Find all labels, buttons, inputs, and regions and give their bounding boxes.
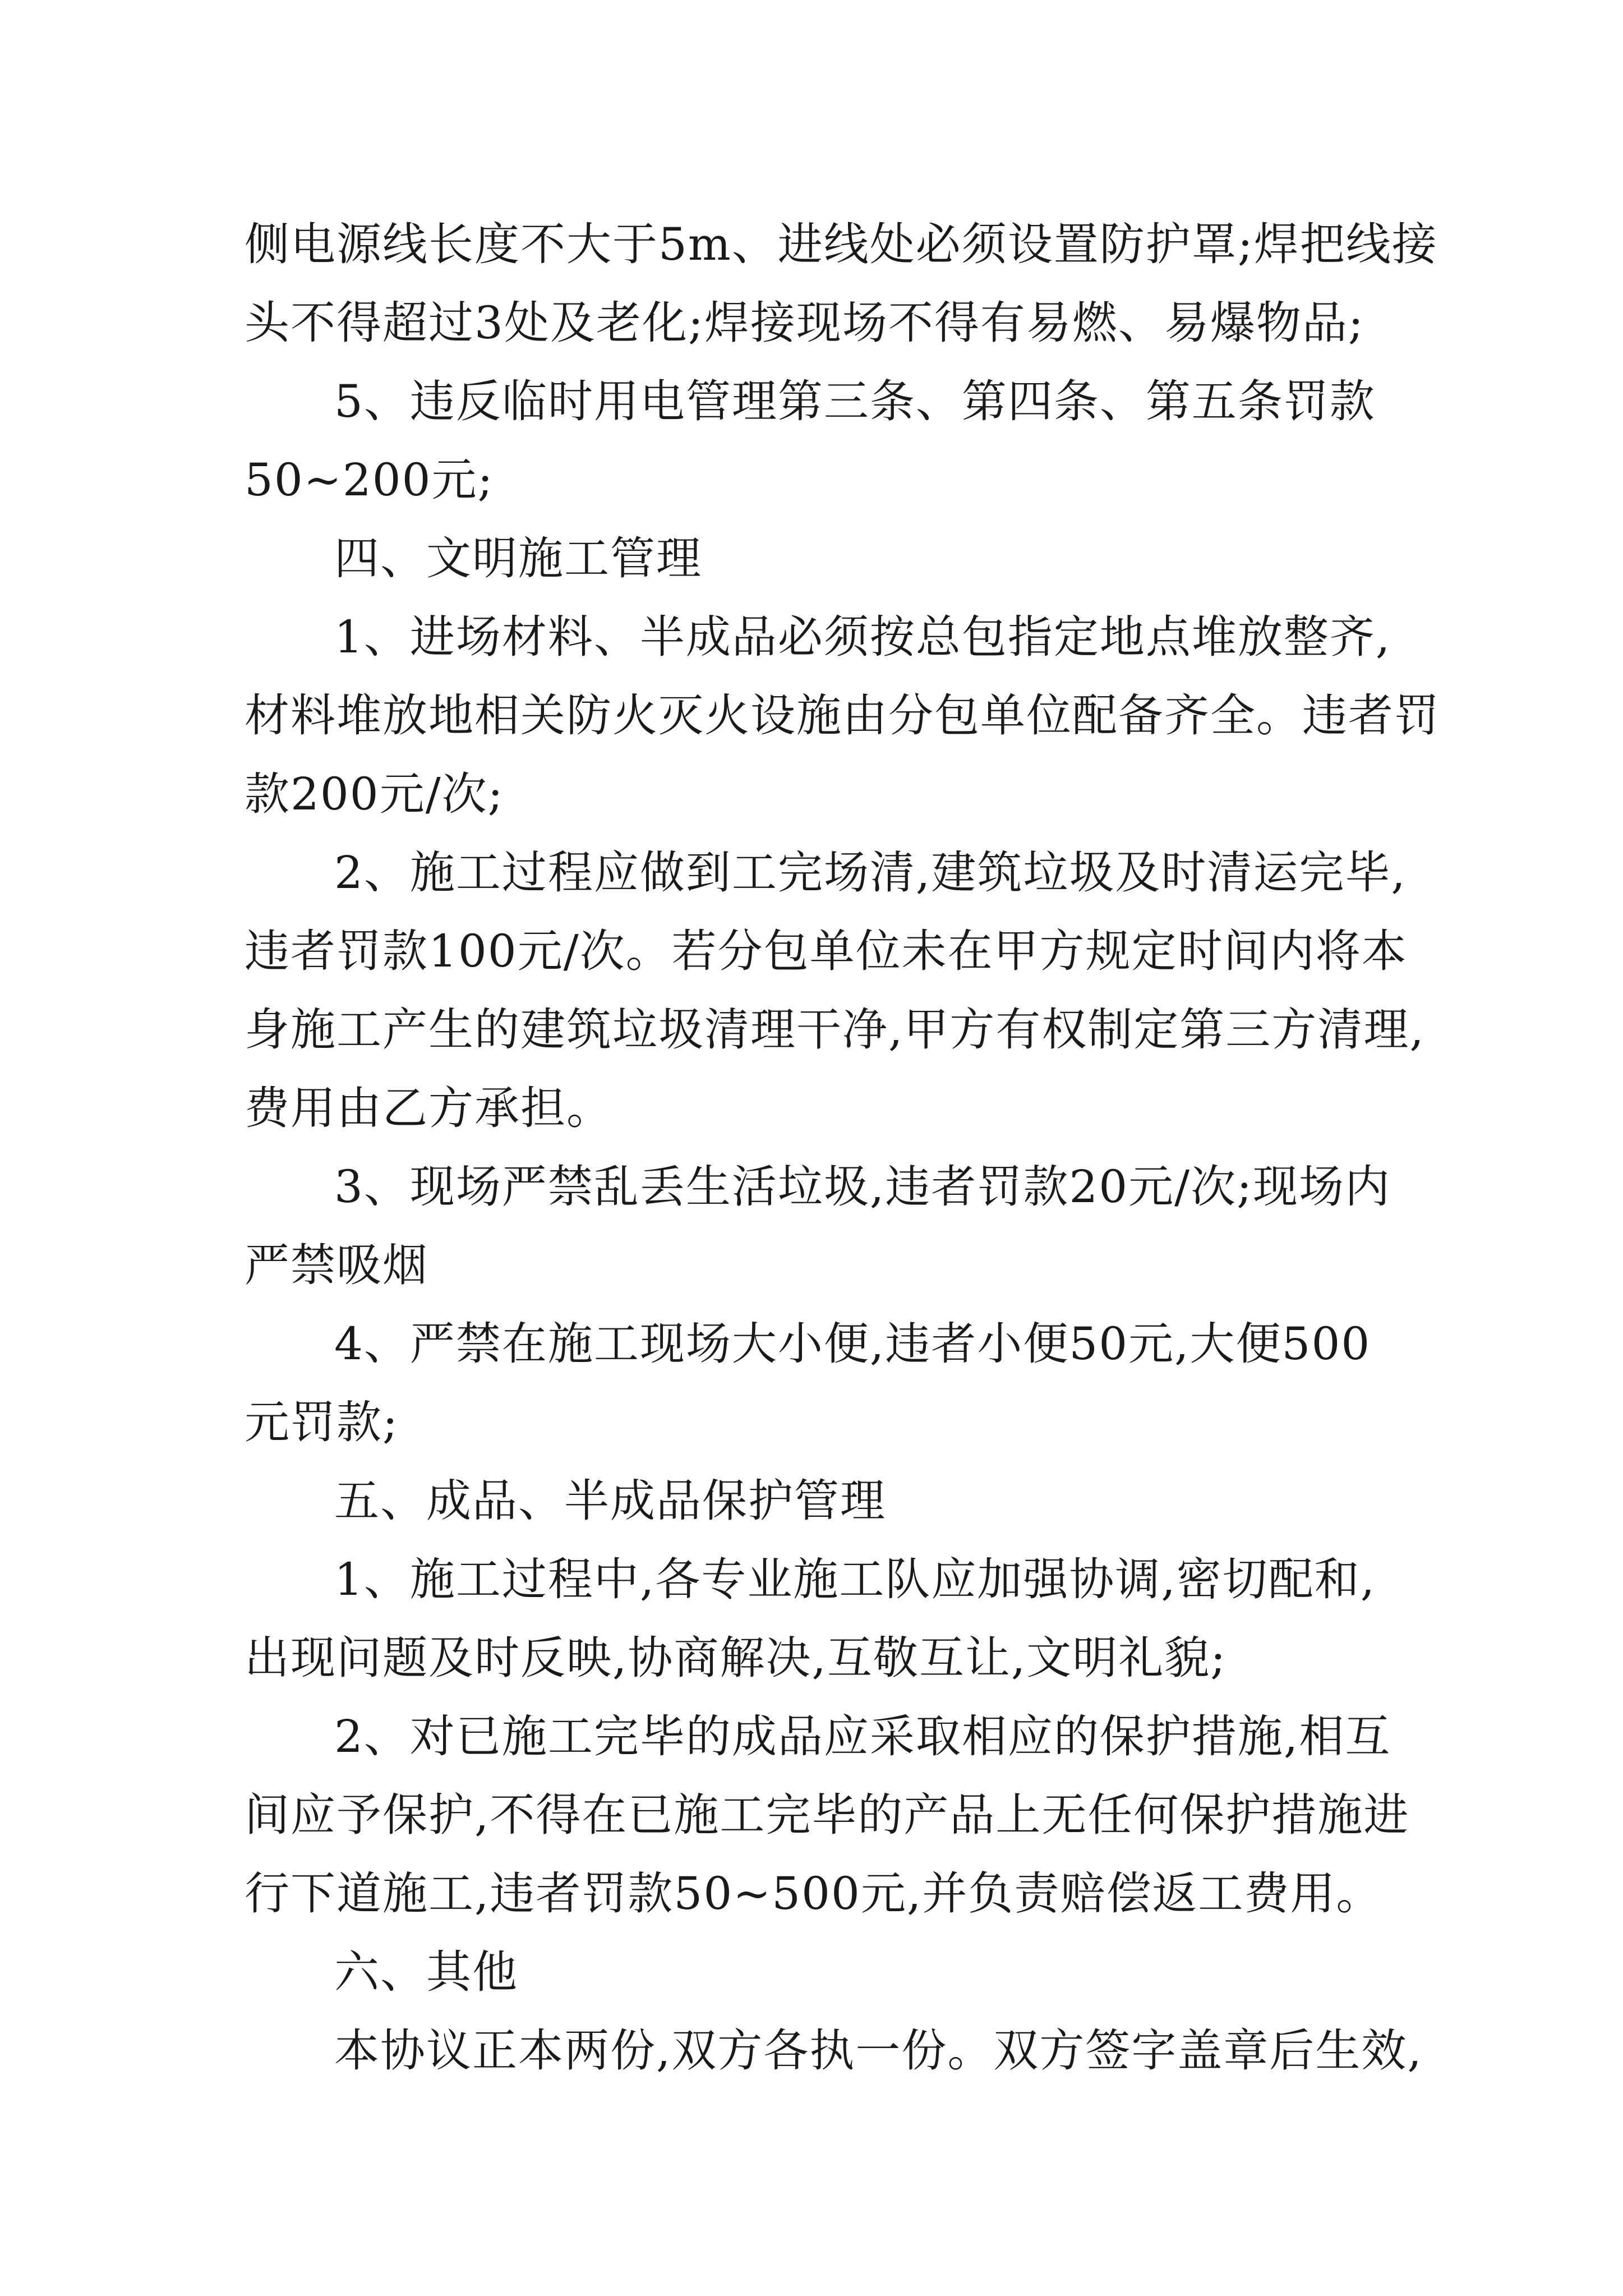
text-line: 费用由乙方承担。 <box>245 1082 612 1134</box>
text-line: 5、违反临时用电管理第三条、第四条、第五条罚款 <box>334 375 1376 427</box>
section-heading: 六、其他 <box>334 1946 518 1998</box>
text-line: 2、施工过程应做到工完场清,建筑垃圾及时清运完毕, <box>334 846 1407 899</box>
section-heading: 四、文明施工管理 <box>334 532 702 585</box>
text-line: 严禁吸烟 <box>245 1239 428 1291</box>
text-line: 4、严禁在施工现场大小便,违者小便50元,大便500 <box>334 1318 1371 1370</box>
text-line: 出现问题及时反映,协商解决,互敬互让,文明礼貌; <box>245 1632 1227 1684</box>
text-line: 本协议正本两份,双方各执一份。双方签字盖章后生效, <box>334 2024 1423 2077</box>
text-line: 3、现场严禁乱丢生活垃圾,违者罚款20元/次;现场内 <box>334 1161 1391 1213</box>
text-line: 头不得超过3处及老化;焊接现场不得有易燃、易爆物品; <box>245 297 1364 349</box>
text-line: 元罚款; <box>245 1396 399 1448</box>
text-line: 1、进场材料、半成品必须按总包指定地点堆放整齐, <box>334 611 1391 663</box>
text-line: 违者罚款100元/次。若分包单位未在甲方规定时间内将本 <box>245 925 1408 977</box>
text-line: 身施工产生的建筑垃圾清理干净,甲方有权制定第三方清理, <box>245 1004 1425 1056</box>
text-line: 2、对已施工完毕的成品应采取相应的保护措施,相互 <box>334 1710 1391 1763</box>
text-line: 侧电源线长度不大于5m、进线处必须设置防护罩;焊把线接 <box>245 218 1438 270</box>
section-heading: 五、成品、半成品保护管理 <box>334 1475 886 1527</box>
text-line: 间应予保护,不得在已施工完毕的产品上无任何保护措施进 <box>245 1789 1410 1841</box>
text-line: 款200元/次; <box>245 768 504 820</box>
text-line: 行下道施工,违者罚款50~500元,并负责赔偿返工费用。 <box>245 1867 1382 1920</box>
text-line: 材料堆放地相关防火灭火设施由分包单位配备齐全。违者罚 <box>245 689 1440 742</box>
text-line: 50~200元; <box>245 454 494 506</box>
text-line: 1、施工过程中,各专业施工队应加强协调,密切配和, <box>334 1553 1376 1605</box>
